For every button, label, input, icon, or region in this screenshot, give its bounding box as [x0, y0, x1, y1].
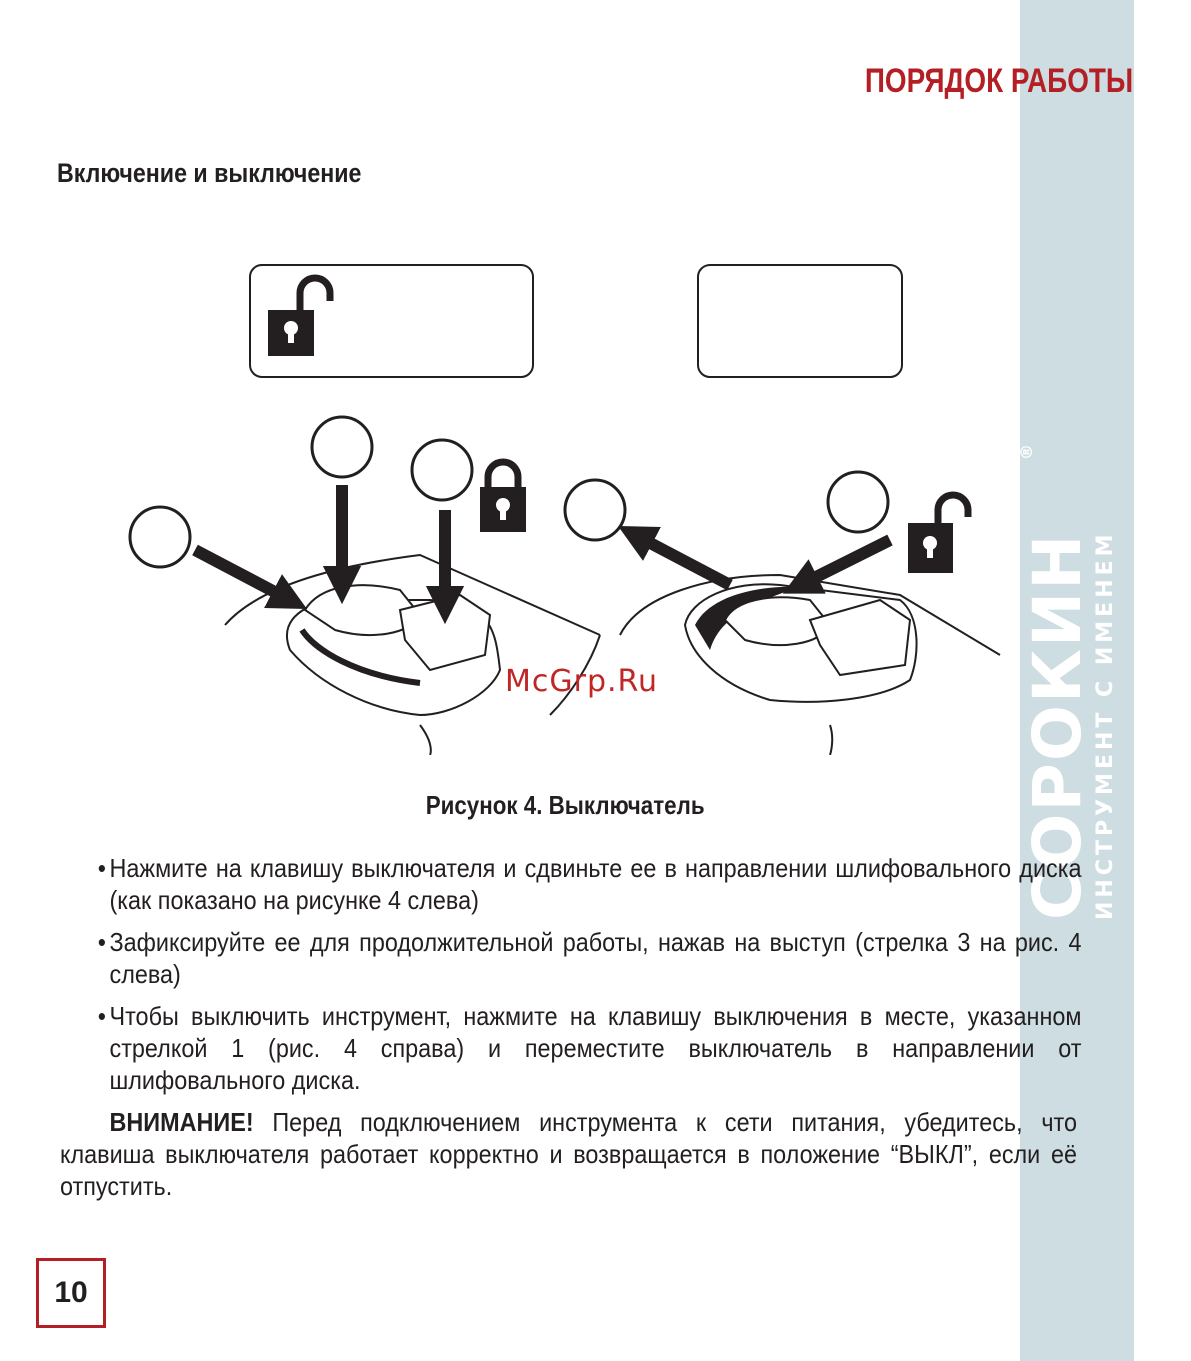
- brand-subtitle: ИНСТРУМЕНТ С ИМЕНЕМ: [1093, 530, 1118, 920]
- instruction-item: • Зафиксируйте ее для продолжительной работы, нажав на выступ (стрелка 3 на рис. 4 слева): [60, 926, 1082, 990]
- subheading: Включение и выключение: [57, 158, 362, 188]
- instruction-item: • Нажмите на клавишу выключателя и сдвиньте ее в направлении шлифовального диска (как показано на рисунке 4 слева): [60, 852, 1082, 916]
- brand-name: СОРОКИН: [1019, 532, 1096, 920]
- registered-mark: ®: [1017, 442, 1036, 460]
- page-number: 10: [54, 1276, 88, 1309]
- instruction-item: • Чтобы выключить инструмент, нажмите на клавишу выключения в месте, указанном стрелкой 1 (рис. 4 справа) и переместите выключатель в направлении от шлифовального диска.: [60, 1000, 1082, 1096]
- left-switch-illustration: [130, 417, 600, 755]
- page-number-box: [36, 1258, 106, 1328]
- figure-caption-text: Рисунок 4. Выключатель: [426, 790, 705, 820]
- section-title: ПОРЯДОК РАБОТЫ: [864, 62, 1133, 100]
- right-indicator-panel: [698, 265, 902, 377]
- watermark: McGrp.Ru: [505, 664, 659, 699]
- brand-logo: [1017, 440, 1135, 920]
- unlock-icon: [908, 495, 968, 573]
- warning-text: Перед подключением инструмента к сети питания, убедитесь, что клавиша выключателя работает корректно и возвращается в положение “ВЫКЛ”, если её отпустить.: [60, 1107, 1077, 1201]
- instructions-block: [60, 852, 1082, 1202]
- warning-paragraph: [60, 1106, 1077, 1202]
- lock-icon: [480, 462, 526, 532]
- warning-label: ВНИМАНИЕ!: [109, 1107, 254, 1137]
- figure-caption: [0, 790, 1131, 821]
